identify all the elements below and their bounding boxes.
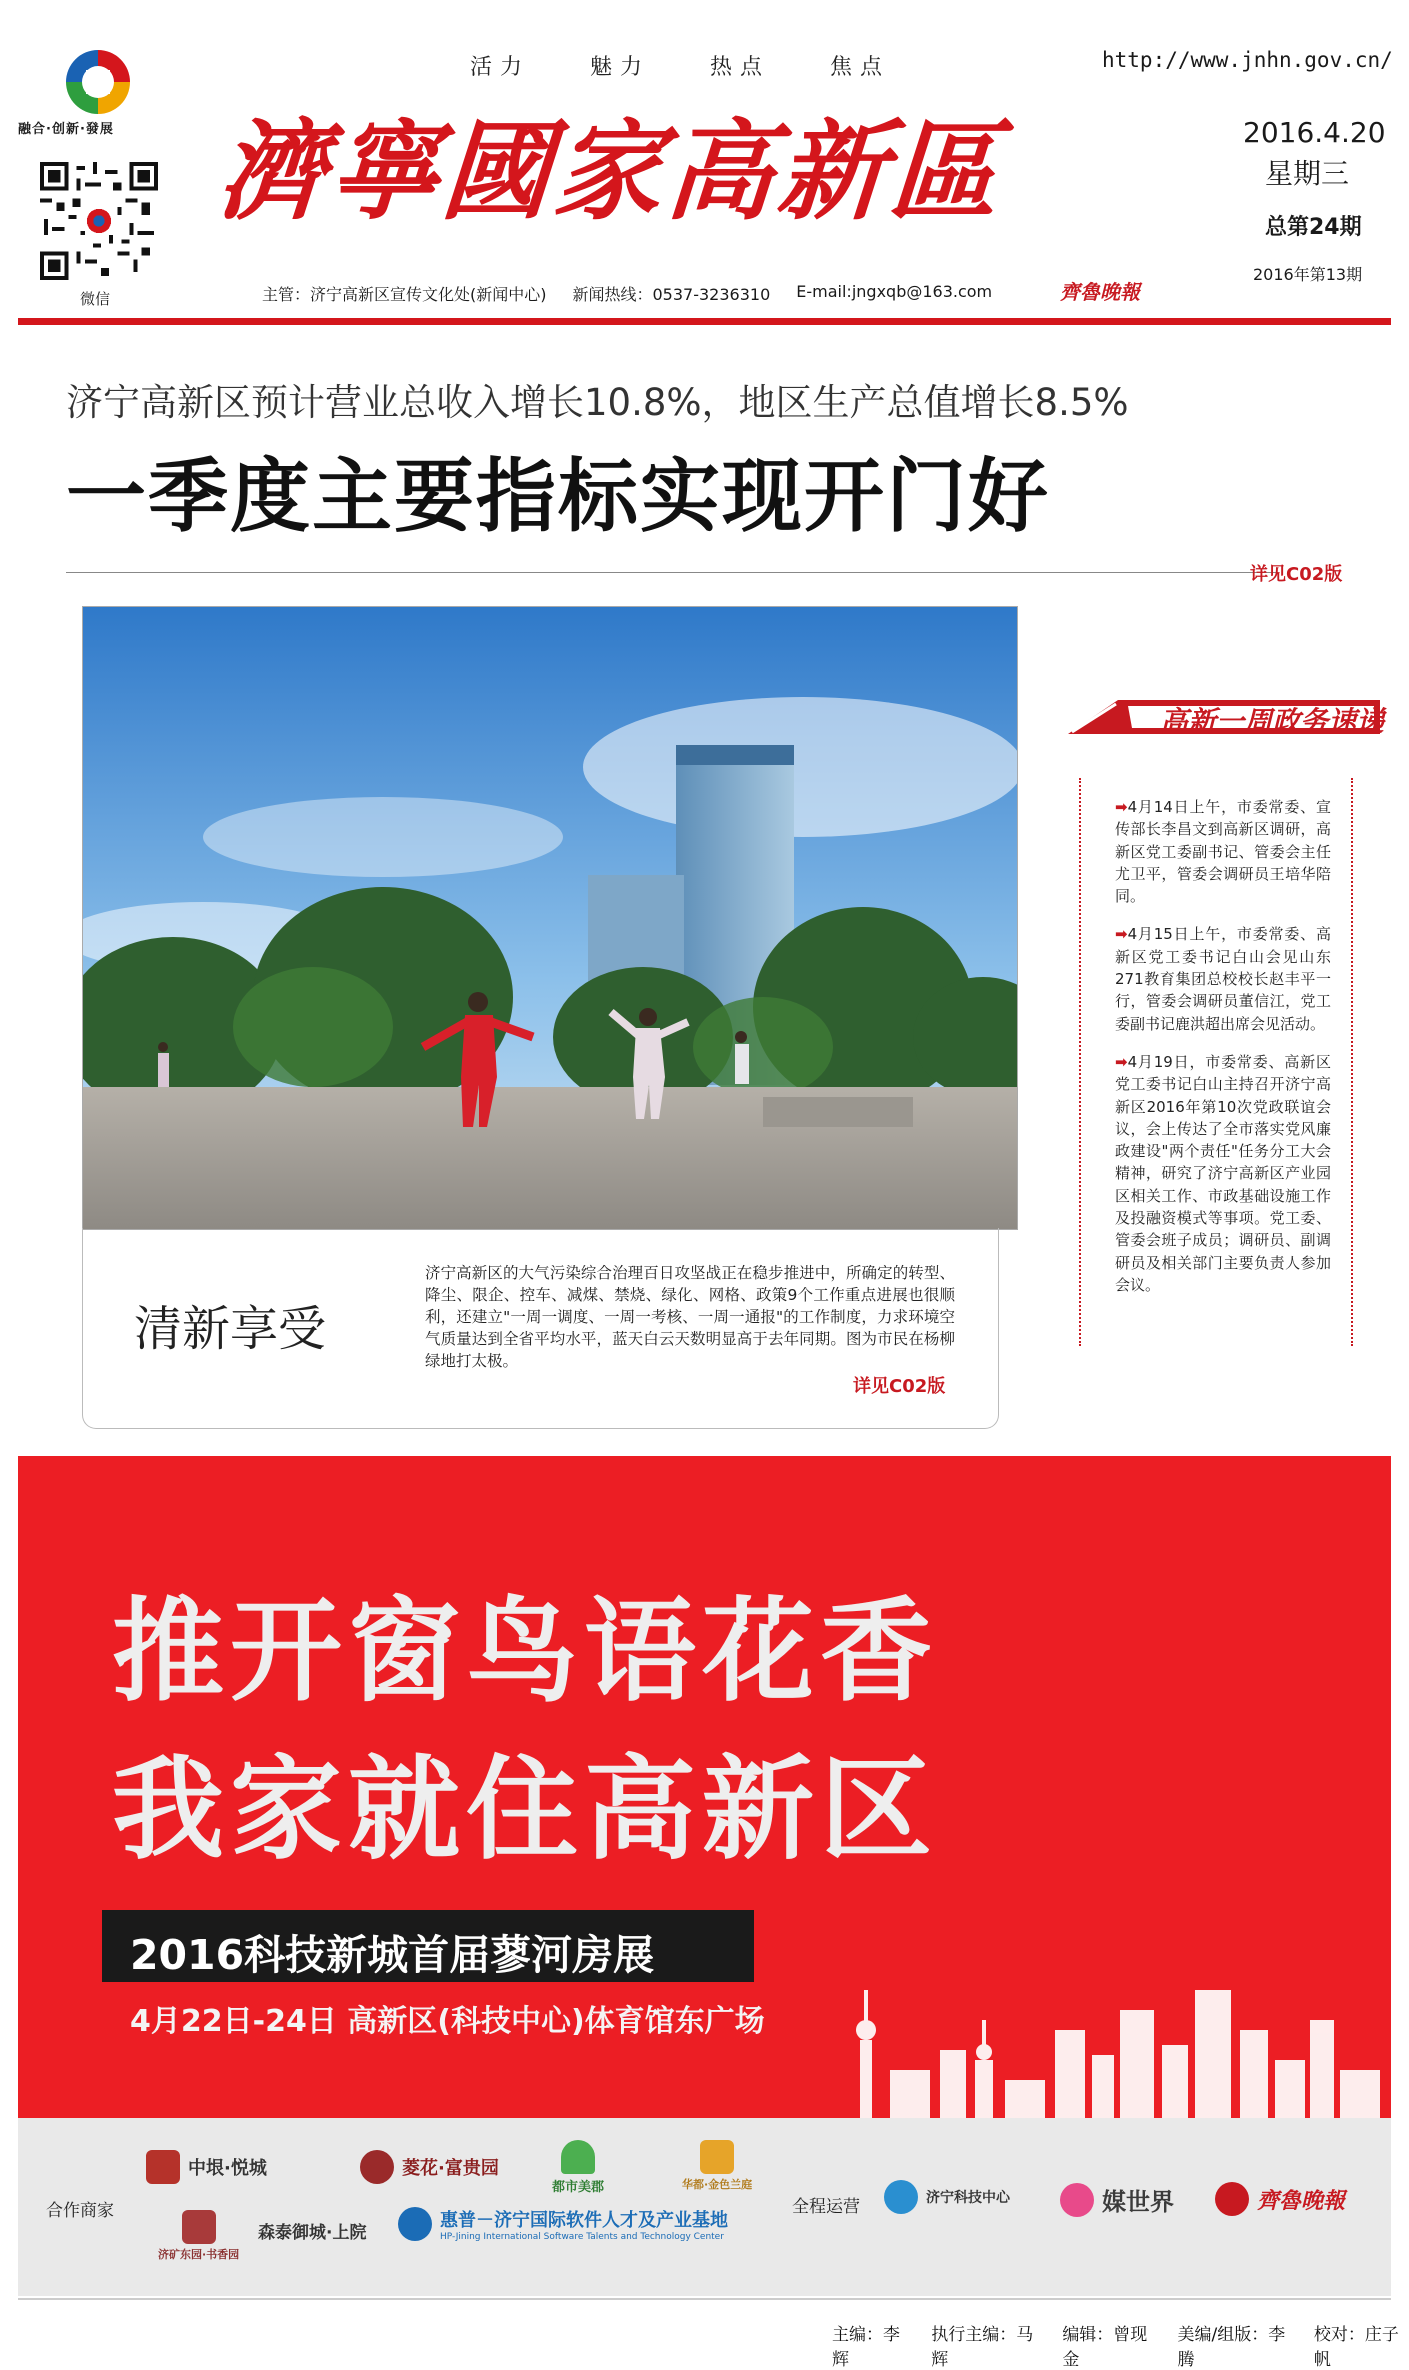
arrow-icon: ➡ [1115, 798, 1128, 816]
lead-headline[interactable]: 一季度主要指标实现开门好 [66, 450, 1050, 543]
list-item[interactable] [1115, 923, 1331, 1034]
lead-subheadline: 济宁高新区预计营业总收入增长10.8%，地区生产总值增长8.5% [66, 381, 1129, 424]
qilu-evening-news-logo: 齊魯晚報 [1060, 280, 1140, 304]
masthead-divider [18, 318, 1391, 325]
flower-icon [360, 2150, 394, 2184]
sponsor-badge-icon [146, 2150, 180, 2184]
tagline: 活力 [470, 55, 531, 80]
photo-caption: 济宁高新区的大气污染综合治理百日攻坚战正在稳步推进中，所确定的转型、降尘、限企、控车、减煤、禁烧、绿化、网格、政策9个工作重点进展也很顺利，还建立"一周一调度、一周一考核、一周一通报"的工作制度，力求环境空气质量达到全省平均水平，蓝天白云天数明显高于去年同期。图为市民在杨柳绿地打太极。 [425, 1264, 955, 1370]
sponsor-logo[interactable]: 华都·金色兰庭 [682, 2140, 752, 2192]
sidebar-right-rule [1351, 778, 1353, 1346]
tech-center-icon [884, 2180, 918, 2214]
operator-logo[interactable]: 媒世界 [1060, 2182, 1174, 2217]
news-text: 4月19日，市委常委、高新区党工委书记白山主持召开济宁高新区2016年第10次党政联谊会议，会上传达了全市落实党风廉政建设"两个责任"任务分工大会精神，研究了济宁高新区产业园区相关工作、市政基础设施工作及投融资模式等事项。党工委、管委会班子成员；调研员、副调研员及相关部门主要负责人参加会议。 [1115, 1052, 1331, 1294]
newspaper-title: 濟寧國家高新區 [213, 109, 1007, 235]
hotline-text: 新闻热线：0537-3236310 [572, 285, 771, 304]
editorial-credits [832, 2320, 1409, 2370]
issue-date: 2016.4.20 [1243, 116, 1386, 149]
tree-icon [561, 2140, 595, 2174]
sponsor-logo[interactable]: 菱花·富贵园 [360, 2150, 499, 2184]
tai-chi-photo [82, 606, 1018, 1230]
hp-sponsor-logo[interactable]: 惠普－济宁国际软件人才及产业基地 HP-Jining International Software Talents and Technology Center [398, 2206, 728, 2242]
qilu-icon [1215, 2182, 1249, 2216]
tagline-row [470, 50, 890, 81]
ad-headline-line2: 我家就住高新区 [112, 1745, 938, 1875]
ad-event-title: 2016科技新城首届蓼河房展 [130, 1931, 655, 1979]
issue-total-number: 总第24期 [1265, 215, 1362, 240]
operator-logo[interactable]: 齊魯晚報 [1215, 2182, 1345, 2216]
list-item[interactable] [1115, 796, 1331, 907]
city-skyline-icon [820, 1960, 1390, 2118]
headline-divider [66, 572, 1278, 573]
politics-news-list [1115, 796, 1331, 1312]
copy-editor-credit: 编辑：曾现金 [1062, 2325, 1148, 2370]
operator-label: 全程运营 [792, 2197, 860, 2217]
news-text: 4月14日上午，市委常委、宣传部长李昌文到高新区调研，高新区党工委副书记、管委会主任尤卫平，管委会调研员王培华陪同。 [1115, 798, 1331, 906]
logo-icon [62, 46, 134, 118]
list-item[interactable] [1115, 1051, 1331, 1296]
media-world-icon [1060, 2183, 1094, 2217]
tagline: 热点 [710, 55, 771, 80]
sponsor-logo[interactable]: 都市美郡 [552, 2140, 604, 2195]
news-text: 4月15日上午，市委常委、高新区党工委书记白山会见山东271教育集团总校校长赵丰平一行，管委会调研员董信江，党工委副书记鹿洪超出席会见活动。 [1115, 925, 1331, 1033]
proofreader-credit: 校对：庄子帆 [1313, 2325, 1399, 2370]
website-link[interactable]: http://www.jnhn.gov.cn/ [1102, 48, 1393, 72]
politics-banner-title: 高新一周政务速递 [1160, 705, 1385, 738]
footer-divider [18, 2298, 1391, 2300]
masthead-credits [262, 282, 992, 305]
arrow-icon: ➡ [1115, 925, 1128, 944]
crest-icon [700, 2140, 734, 2174]
photo-title: 清新享受 [134, 1301, 327, 1357]
designer-credit: 美编/组版：李腾 [1177, 2325, 1286, 2370]
ad-event-dates: 4月22日-24日 高新区(科技中心)体育馆东广场 [130, 2004, 765, 2039]
partners-label: 合作商家 [46, 2201, 114, 2221]
email-text: E-mail:jngxqb@163.com [796, 282, 993, 301]
sidebar-left-rule [1079, 778, 1081, 1346]
arrow-icon: ➡ [1115, 1052, 1128, 1071]
photo-illustration [83, 607, 1017, 1229]
ad-headline-line1: 推开窗鸟语花香 [112, 1587, 938, 1717]
tagline: 焦点 [830, 55, 891, 80]
sponsor-logo[interactable]: 济矿东园·书香园 [158, 2210, 239, 2262]
issue-weekday: 星期三 [1265, 157, 1350, 190]
sponsor-logo[interactable]: 中垠·悦城 [146, 2150, 267, 2184]
exec-editor-credit: 执行主编：马辉 [931, 2325, 1034, 2370]
qr-label: 微信 [80, 290, 111, 308]
photo-see-reference[interactable]: 详见C02版 [853, 1376, 946, 1397]
sponsor-logo[interactable]: 森泰御城·上院 [258, 2223, 367, 2243]
lead-see-reference[interactable]: 详见C02版 [1250, 564, 1343, 585]
editor-credit: 主编：李辉 [832, 2325, 900, 2370]
operator-logo[interactable]: 济宁科技中心 [884, 2180, 1010, 2214]
slogan: 融合·创新·發展 [18, 122, 114, 137]
supervisor-text: 主管：济宁高新区宣传文化处(新闻中心) [262, 285, 547, 304]
seal-icon [182, 2210, 216, 2244]
hp-logo-icon [398, 2207, 432, 2241]
tagline: 魅力 [590, 55, 651, 80]
issue-year-number: 2016年第13期 [1253, 265, 1363, 284]
qr-code-icon[interactable] [40, 162, 158, 280]
